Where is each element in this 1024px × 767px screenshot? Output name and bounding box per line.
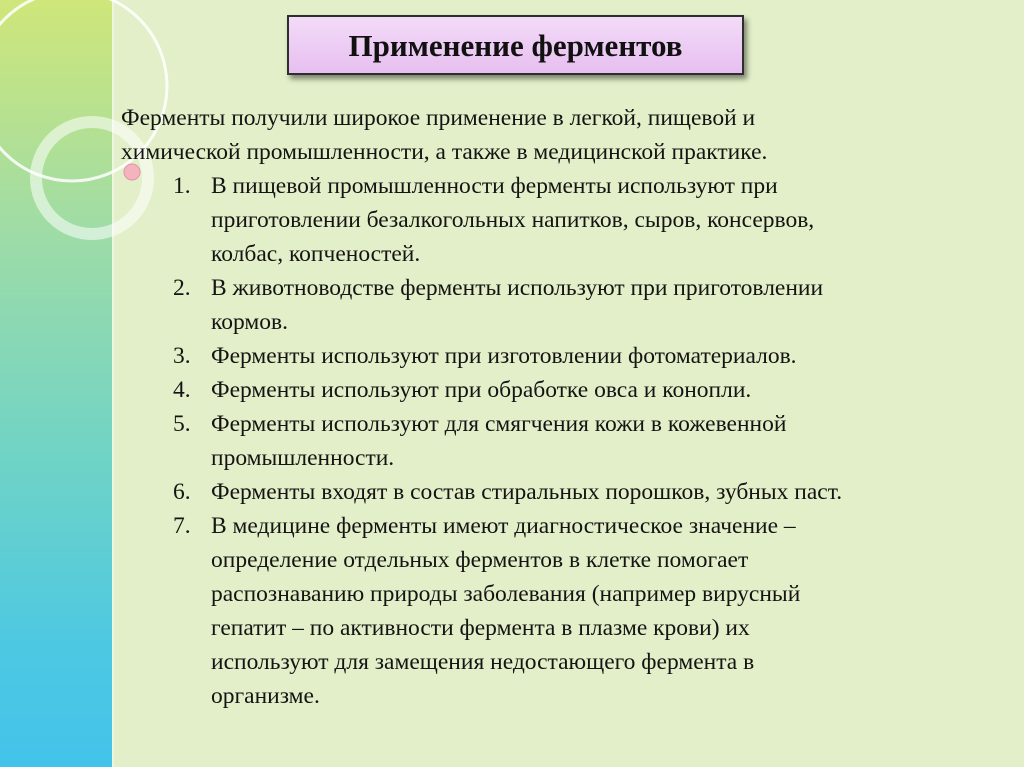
list-item bbox=[121, 407, 1001, 475]
list-item-number: 3. bbox=[173, 343, 191, 369]
list-item bbox=[121, 475, 1001, 509]
list-item-number: 1. bbox=[173, 173, 191, 199]
list-item-line: определение отдельных ферментов в клетке помогает bbox=[211, 547, 749, 573]
intro-paragraph bbox=[121, 101, 1001, 169]
list-item-line: Ферменты используют при обработке овса и конопли. bbox=[211, 377, 752, 403]
list-item-line: распознаванию природы заболевания (например вирусный bbox=[211, 581, 801, 607]
list-item-line: Ферменты входят в состав стиральных порошков, зубных паст. bbox=[211, 479, 843, 505]
list-item-number: 2. bbox=[173, 275, 191, 301]
list-item-number: 4. bbox=[173, 377, 191, 403]
list-item-line: В животноводстве ферменты используют при приготовлении bbox=[211, 275, 824, 301]
list-item bbox=[121, 271, 1001, 339]
list-item bbox=[121, 373, 1001, 407]
list-item-line: колбас, копченостей. bbox=[211, 241, 421, 267]
list-item-line: промышленности. bbox=[211, 445, 395, 471]
list-item-line: приготовлении безалкогольных напитков, сыров, консервов, bbox=[211, 207, 815, 233]
title-box bbox=[287, 15, 744, 75]
list-item-number: 7. bbox=[173, 513, 191, 539]
list-item-line: гепатит – по активности фермента в плазме крови) их bbox=[211, 615, 750, 641]
list-item-line: организме. bbox=[211, 683, 320, 709]
intro-line: Ферменты получили широкое применение в легкой, пищевой и bbox=[121, 105, 756, 131]
list-item-number: 5. bbox=[173, 411, 191, 437]
list-item bbox=[121, 169, 1001, 271]
slide-title: Применение ферментов bbox=[348, 27, 683, 63]
list-item-line: В медицине ферменты имеют диагностическое значение – bbox=[211, 513, 796, 539]
list-item-line: В пищевой промышленности ферменты используют при bbox=[211, 173, 778, 199]
enzyme-uses-list bbox=[121, 169, 1001, 713]
list-item bbox=[121, 509, 1001, 713]
list-item bbox=[121, 339, 1001, 373]
list-item-line: Ферменты используют при изготовлении фотоматериалов. bbox=[211, 343, 797, 369]
list-item-line: используют для замещения недостающего фермента в bbox=[211, 649, 755, 675]
list-item-line: Ферменты используют для смягчения кожи в кожевенной bbox=[211, 411, 787, 437]
slide-content bbox=[121, 101, 1001, 713]
list-item-number: 6. bbox=[173, 479, 191, 505]
intro-line: химической промышленности, а также в медицинской практике. bbox=[121, 139, 768, 165]
list-item-line: кормов. bbox=[211, 309, 288, 335]
